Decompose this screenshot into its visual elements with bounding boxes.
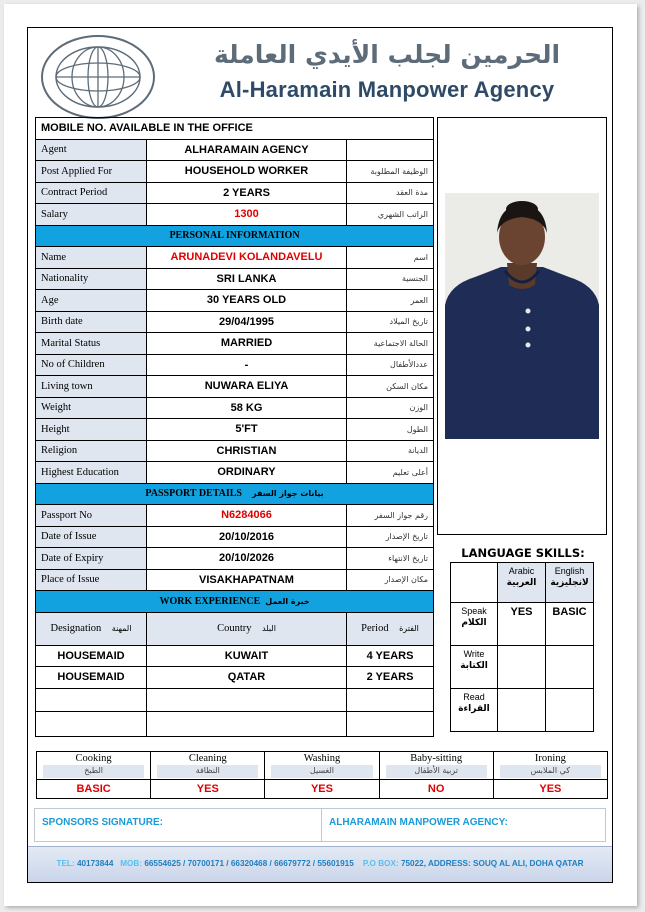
- english-col-arabic: لانجليزية: [550, 578, 589, 588]
- field-arabic: رقم جواز السفر: [347, 505, 434, 527]
- work-country: [147, 688, 347, 711]
- po-key: P.O BOX:: [362, 859, 399, 868]
- field-value: VISAKHAPATNAM: [147, 569, 347, 591]
- skill-value: NO: [379, 780, 493, 799]
- field-label: Religion: [36, 440, 147, 462]
- field-arabic: اسم: [347, 247, 434, 269]
- english-column-header: [546, 563, 594, 603]
- field-label: Name: [36, 247, 147, 269]
- post-arabic: الوظيفة المطلوبة: [347, 161, 434, 183]
- skill-arabic: الطبخ: [43, 765, 144, 778]
- personal-row: [36, 354, 434, 376]
- post-value: HOUSEHOLD WORKER: [147, 161, 347, 183]
- field-label: Living town: [36, 376, 147, 398]
- mob-value: 66554625 / 70700171 / 66320468 / 66679772 / 55601915: [144, 859, 354, 868]
- personal-row: [36, 462, 434, 484]
- agent-arabic: [347, 139, 434, 161]
- field-arabic: مكان الإصدار: [347, 569, 434, 591]
- work-country: KUWAIT: [147, 645, 347, 667]
- speak-arabic-level: YES: [498, 603, 546, 646]
- skill-name: Cleaning: [188, 753, 227, 764]
- arabic-col-arabic: العربية: [506, 578, 537, 588]
- field-arabic: الوزن: [347, 397, 434, 419]
- country-column-header: [147, 612, 347, 645]
- skill-header: [151, 752, 265, 780]
- skill-header: [265, 752, 379, 780]
- designation-column-header: [36, 612, 147, 645]
- language-row: [451, 603, 594, 646]
- passport-number-value: N6284066: [147, 505, 347, 527]
- language-corner-cell: [451, 563, 498, 603]
- read-label: [451, 689, 498, 732]
- field-label: Date of Expiry: [36, 548, 147, 570]
- personal-row: [36, 290, 434, 312]
- personal-info-header: PERSONAL INFORMATION: [36, 225, 434, 247]
- work-country: QATAR: [147, 667, 347, 689]
- language-row: [451, 689, 594, 732]
- country-label: Country: [217, 623, 252, 634]
- work-designation: [36, 711, 147, 736]
- skill-name: Baby-sitting: [410, 753, 463, 764]
- skill-header: [379, 752, 493, 780]
- write-ar: الكتابة: [460, 661, 488, 671]
- speak-label: [451, 603, 498, 646]
- skill-name: Washing: [303, 753, 341, 764]
- passport-header-arabic: بيانات جواز السفر: [252, 489, 324, 499]
- skill-arabic: النظافة: [157, 765, 258, 778]
- work-columns-row: [36, 612, 434, 645]
- work-designation: HOUSEMAID: [36, 667, 147, 689]
- period-label: Period: [361, 623, 389, 634]
- field-arabic: العمر: [347, 290, 434, 312]
- field-value: NUWARA ELIYA: [147, 376, 347, 398]
- language-skills-title: LANGUAGE SKILLS:: [461, 546, 585, 560]
- designation-label: Designation: [50, 623, 102, 634]
- field-label: No of Children: [36, 354, 147, 376]
- skill-arabic: الغسيل: [271, 765, 372, 778]
- tel-value: 40173844: [76, 859, 114, 868]
- name-value: ARUNADEVI KOLANDAVELU: [147, 247, 347, 269]
- speak-ar: الكلام: [461, 618, 487, 628]
- speak-en: Speak: [461, 606, 487, 616]
- field-arabic: أعلى تعليم: [347, 462, 434, 484]
- work-period: [347, 688, 434, 711]
- salary-label: Salary: [36, 204, 147, 226]
- letterhead: [32, 30, 607, 114]
- field-arabic: عددالأطفال: [347, 354, 434, 376]
- contact-footer: [28, 846, 612, 882]
- field-value: SRI LANKA: [147, 268, 347, 290]
- field-arabic: تاريخ الميلاد: [347, 311, 434, 333]
- passport-header-label: PASSPORT DETAILS: [145, 488, 242, 500]
- english-col-label: English: [554, 566, 585, 576]
- personal-row: [36, 311, 434, 333]
- field-label: Highest Education: [36, 462, 147, 484]
- designation-arabic: المهنة: [111, 624, 132, 633]
- language-skills-table: [450, 562, 594, 732]
- skill-name: Ironing: [534, 753, 566, 764]
- contract-label: Contract Period: [36, 182, 147, 204]
- field-label: Age: [36, 290, 147, 312]
- skill-value: YES: [265, 780, 379, 799]
- work-experience-header: [36, 591, 434, 613]
- skill-value: YES: [151, 780, 265, 799]
- signature-box: [34, 808, 606, 842]
- globe-logo: [40, 33, 158, 121]
- skills-value-row: [37, 780, 608, 799]
- work-period: 4 YEARS: [347, 645, 434, 667]
- field-arabic: الجنسية: [347, 268, 434, 290]
- work-row: [36, 688, 434, 711]
- work-designation: HOUSEMAID: [36, 645, 147, 667]
- field-arabic: الحالة الاجتماعية: [347, 333, 434, 355]
- field-value: 5'FT: [147, 419, 347, 441]
- read-en: Read: [463, 692, 485, 702]
- salary-arabic: الراتب الشهري: [347, 204, 434, 226]
- household-skills-table: [36, 751, 608, 799]
- contract-row: [36, 182, 434, 204]
- skill-header: [37, 752, 151, 780]
- field-value: 20/10/2026: [147, 548, 347, 570]
- applicant-details-table: [35, 117, 434, 737]
- work-row: [36, 711, 434, 736]
- field-label: Height: [36, 419, 147, 441]
- personal-row: [36, 268, 434, 290]
- passport-details-header: [36, 483, 434, 505]
- arabic-column-header: [498, 563, 546, 603]
- salary-row: [36, 204, 434, 226]
- work-header-label: WORK EXPERIENCE: [159, 595, 261, 607]
- work-row: [36, 667, 434, 689]
- letterhead-arabic-title: الحرمين لجلب الأيدي العاملة: [213, 40, 561, 69]
- write-arabic-level: [498, 646, 546, 689]
- skill-arabic: كي الملابس: [500, 765, 601, 778]
- sponsor-signature-label: SPONSORS SIGNATURE:: [42, 817, 163, 828]
- period-arabic: الفترة: [399, 624, 419, 633]
- agency-signature-label: ALHARAMAIN MANPOWER AGENCY:: [329, 817, 508, 828]
- agent-label: Agent: [36, 139, 147, 161]
- field-label: Nationality: [36, 268, 147, 290]
- write-en: Write: [463, 649, 485, 659]
- field-label: Passport No: [36, 505, 147, 527]
- personal-row: [36, 397, 434, 419]
- skill-value: BASIC: [37, 780, 151, 799]
- field-arabic: الديانة: [347, 440, 434, 462]
- passport-row: [36, 548, 434, 570]
- field-value: -: [147, 354, 347, 376]
- personal-row: [36, 440, 434, 462]
- passport-row: [36, 526, 434, 548]
- passport-row: [36, 569, 434, 591]
- speak-english-level: BASIC: [546, 603, 594, 646]
- contract-arabic: مدة العقد: [347, 182, 434, 204]
- post-row: [36, 161, 434, 183]
- work-row: [36, 645, 434, 667]
- salary-value: 1300: [147, 204, 347, 226]
- field-value: 30 YEARS OLD: [147, 290, 347, 312]
- work-period: [347, 711, 434, 736]
- field-label: Date of Issue: [36, 526, 147, 548]
- skill-arabic: تربية الأطفال: [386, 765, 487, 778]
- mob-key: MOB:: [120, 859, 143, 868]
- work-header-arabic: خبرة العمل: [265, 596, 310, 606]
- field-value: MARRIED: [147, 333, 347, 355]
- mobile-availability: MOBILE NO. AVAILABLE IN THE OFFICE: [36, 118, 434, 140]
- field-label: Birth date: [36, 311, 147, 333]
- skills-header-row: [37, 752, 608, 780]
- post-label: Post Applied For: [36, 161, 147, 183]
- field-value: 58 KG: [147, 397, 347, 419]
- arabic-col-label: Arabic: [508, 566, 535, 576]
- skill-header: [493, 752, 607, 780]
- applicant-photo: [445, 193, 599, 439]
- field-value: 20/10/2016: [147, 526, 347, 548]
- signature-divider: [321, 809, 322, 841]
- personal-row: [36, 247, 434, 269]
- country-arabic: البلد: [262, 624, 276, 633]
- read-arabic-level: [498, 689, 546, 732]
- field-value: CHRISTIAN: [147, 440, 347, 462]
- skill-name: Cooking: [75, 753, 112, 764]
- write-english-level: [546, 646, 594, 689]
- po-value: 75022, ADDRESS: SOUQ AL ALI, DOHA QATAR: [400, 859, 584, 868]
- read-english-level: [546, 689, 594, 732]
- field-value: ORDINARY: [147, 462, 347, 484]
- letterhead-english-title: Al-Haramain Manpower Agency: [219, 77, 555, 102]
- personal-row: [36, 376, 434, 398]
- work-designation: [36, 688, 147, 711]
- write-label: [451, 646, 498, 689]
- passport-row: [36, 505, 434, 527]
- personal-row: [36, 419, 434, 441]
- language-row: [451, 646, 594, 689]
- field-arabic: تاريخ الانتهاء: [347, 548, 434, 570]
- work-period: 2 YEARS: [347, 667, 434, 689]
- field-label: Place of Issue: [36, 569, 147, 591]
- field-arabic: تاريخ الإصدار: [347, 526, 434, 548]
- photo-frame: [437, 117, 607, 535]
- work-country: [147, 711, 347, 736]
- field-arabic: الطول: [347, 419, 434, 441]
- agent-row: [36, 139, 434, 161]
- field-label: Weight: [36, 397, 147, 419]
- agent-value: ALHARAMAIN AGENCY: [147, 139, 347, 161]
- field-label: Marital Status: [36, 333, 147, 355]
- field-value: 29/04/1995: [147, 311, 347, 333]
- read-ar: القراءة: [458, 704, 490, 714]
- skill-value: YES: [493, 780, 607, 799]
- tel-key: TEL:: [56, 859, 75, 868]
- personal-row: [36, 333, 434, 355]
- contract-value: 2 YEARS: [147, 182, 347, 204]
- period-column-header: [347, 612, 434, 645]
- field-arabic: مكان السكن: [347, 376, 434, 398]
